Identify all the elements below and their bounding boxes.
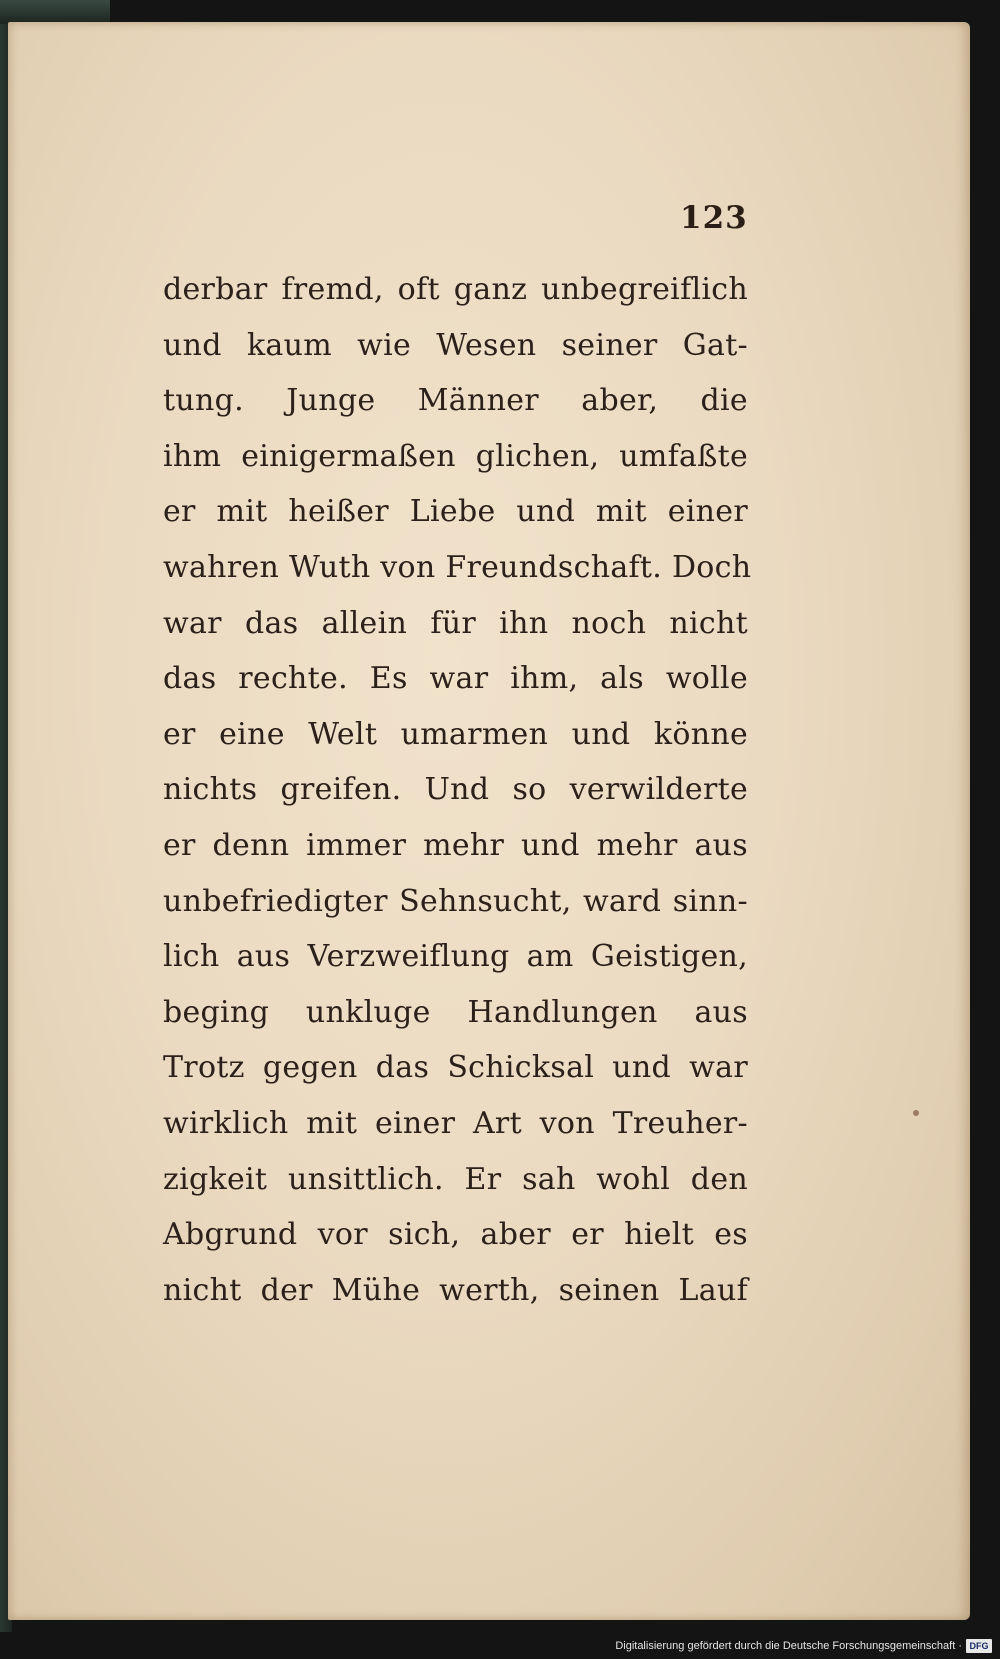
text-line: derbar fremd, oft ganz unbegreiflich xyxy=(163,272,748,307)
text-line: er mit heißer Liebe und mit einer xyxy=(163,494,748,530)
text-line: nicht der Mühe werth, seinen Lauf xyxy=(163,1272,748,1308)
text-line: beging unkluge Handlungen aus xyxy=(163,994,748,1030)
book-cover-corner xyxy=(0,0,110,24)
text-line: unbefriedigter Sehnsucht, ward sinn- xyxy=(163,883,748,919)
text-line: zigkeit unsittlich. Er sah wohl den xyxy=(163,1161,748,1197)
digitization-credit: Digitalisierung gefördert durch die Deutsche Forschungsgemeinschaft · xyxy=(615,1640,962,1652)
text-line: tung. Junge Männer aber, die xyxy=(163,383,748,419)
text-line: lich aus Verzweiflung am Geistigen, xyxy=(163,939,748,975)
text-line: ihm einigermaßen glichen, umfaßte xyxy=(163,438,748,474)
dfg-logo: DFG xyxy=(966,1639,992,1653)
page-number: 123 xyxy=(680,200,748,236)
text-line: wahren Wuth von Freundschaft. Doch xyxy=(163,549,752,585)
text-line: Abgrund vor sich, aber er hielt es xyxy=(163,1217,748,1253)
text-line: er denn immer mehr und mehr aus xyxy=(163,827,748,863)
text-line: und kaum wie Wesen seiner Gat- xyxy=(163,327,748,363)
text-line: nichts greifen. Und so verwilderte xyxy=(163,772,748,808)
text-line: Trotz gegen das Schicksal und war xyxy=(163,1050,748,1086)
text-line: das rechte. Es war ihm, als wolle xyxy=(163,661,748,697)
paper-speck xyxy=(913,1110,919,1116)
text-line: wirklich mit einer Art von Treuher- xyxy=(163,1105,748,1141)
text-line: er eine Welt umarmen und könne xyxy=(163,716,748,752)
text-line: war das allein für ihn noch nicht xyxy=(163,605,748,641)
page-text-block xyxy=(163,262,752,1318)
